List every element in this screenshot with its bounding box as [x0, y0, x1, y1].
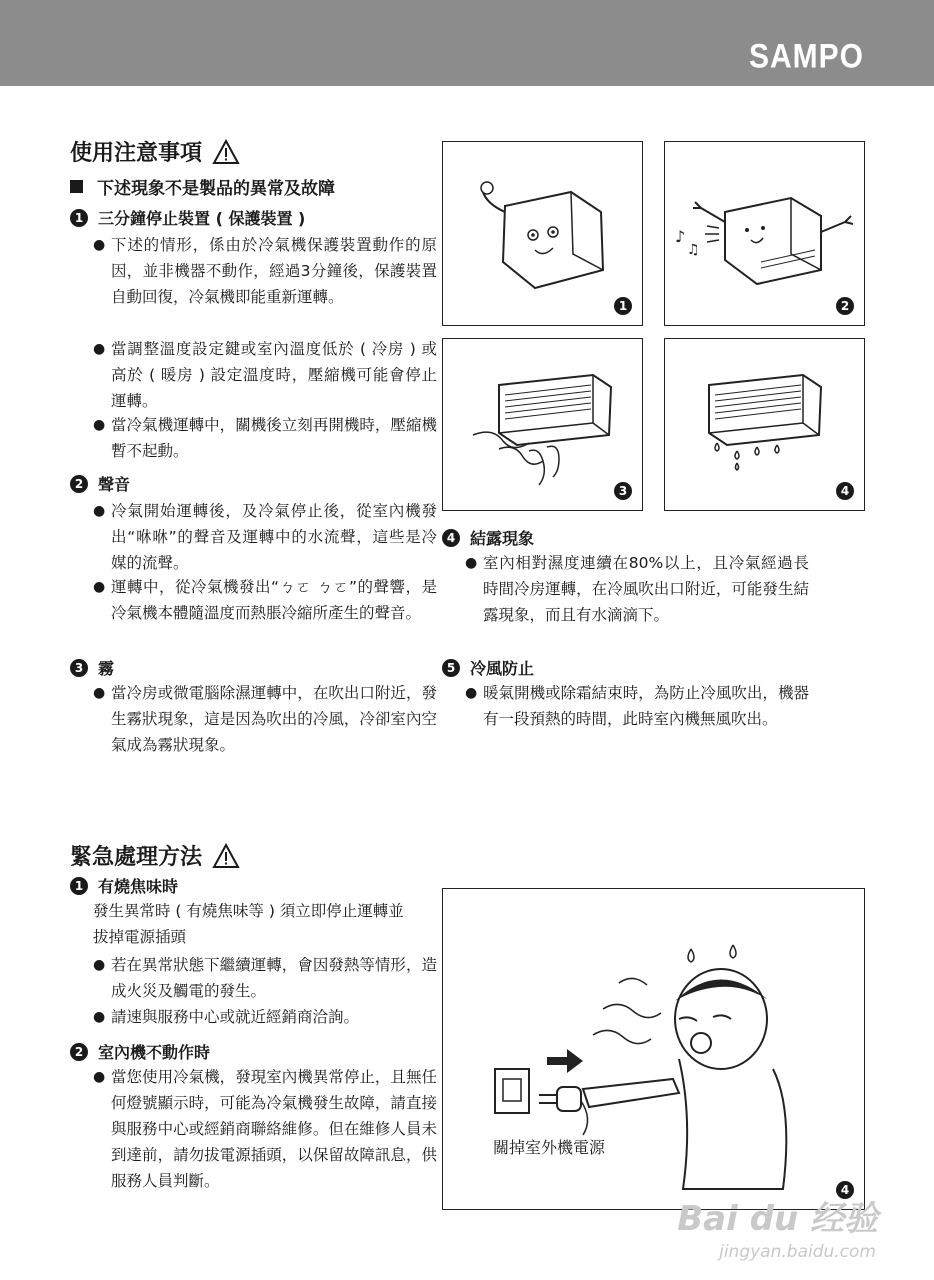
number-badge-icon: 2 — [836, 297, 854, 315]
item-5-bullet-1: ● 暖氣開機或除霜結束時，為防止冷風吹出，機器有一段預熱的時間，此時室內機無風吹出。 — [465, 680, 809, 732]
warning-triangle-icon — [212, 843, 240, 869]
illustration-panel-3 — [442, 338, 643, 511]
header-bar — [0, 0, 934, 86]
condensation-aircon-illustration — [665, 339, 864, 510]
happy-aircon-illustration — [443, 142, 642, 325]
watermark-url: jingyan.baidu.com — [719, 1242, 876, 1262]
number-badge-icon: 3 — [70, 659, 88, 677]
item-1-bullet-3: ● 當冷氣機運轉中，關機後立刻再開機時，壓縮機暫不起動。 — [93, 412, 437, 464]
emergency-item-1-intro: 發生異常時 ( 有燒焦味等 ) 須立即停止運轉並拔掉電源插頭 — [93, 902, 404, 946]
square-bullet-icon — [70, 180, 83, 193]
item-2-title: 2 聲音 — [70, 472, 130, 495]
emergency-item-1-bullet-2: ● 請速與服務中心或就近經銷商洽詢。 — [93, 1004, 437, 1030]
illustration-panel-1 — [442, 141, 643, 326]
number-badge-icon: 2 — [70, 475, 88, 493]
item-4-bullet-1: ● 室內相對濕度連續在80%以上，且冷氣經過長時間冷房運轉，在冷風吹出口附近，可能發生結露現象，而且有水滴滴下。 — [465, 550, 809, 628]
illustration-panel-4 — [664, 338, 865, 511]
item-1-bullet-2: ● 當調整溫度設定鍵或室內溫度低於 ( 冷房 ) 或高於 ( 暖房 ) 設定溫度時，壓縮機可能會停止運轉。 — [93, 336, 437, 414]
number-badge-icon: 1 — [614, 297, 632, 315]
item-1-title: 1 三分鐘停止裝置 ( 保護裝置 ) — [70, 206, 305, 229]
item-5-title: 5 冷風防止 — [442, 656, 534, 679]
svg-text:♪: ♪ — [675, 227, 686, 246]
item-3-title: 3 霧 — [70, 656, 114, 679]
number-badge-icon: 1 — [70, 877, 88, 895]
item-4-title: 4 結露現象 — [442, 526, 534, 549]
mist-aircon-illustration — [443, 339, 642, 510]
watermark-logo: Bai du 经验 — [677, 1199, 878, 1239]
person-unplugging-illustration — [443, 889, 864, 1209]
emergency-illustration-panel — [442, 888, 865, 1210]
item-2-bullet-1: ● 冷氣開始運轉後，及冷氣停止後，從室內機發出“咻咻”的聲音及運轉中的水流聲，這些是冷媒的流聲。 — [93, 498, 437, 576]
emergency-item-1-bullet-1: ● 若在異常狀態下繼續運轉，會因發熱等情形，造成火災及觸電的發生。 — [93, 952, 437, 1004]
illustration-panel-2 — [664, 141, 865, 326]
section2-title: 緊急處理方法 — [70, 840, 240, 871]
number-badge-icon: 4 — [836, 482, 854, 500]
svg-text:♫: ♫ — [687, 242, 700, 258]
emergency-item-2-title: 2 室內機不動作時 — [70, 1040, 210, 1063]
page-number-badge: 4 — [836, 1181, 854, 1199]
number-badge-icon: 5 — [442, 659, 460, 677]
noisy-aircon-illustration — [665, 142, 864, 325]
warning-triangle-icon — [212, 139, 240, 165]
illustration-caption: 關掉室外機電源 — [493, 1138, 606, 1157]
number-badge-icon: 2 — [70, 1043, 88, 1061]
item-2-bullet-2: ● 運轉中，從冷氣機發出“ㄅㄛ ㄅㄛ”的聲響，是冷氣機本體隨溫度而熱脹冷縮所產生的聲音。 — [93, 574, 437, 626]
section1-title: 使用注意事項 — [70, 136, 240, 167]
emergency-item-2-bullet-1: ● 當您使用冷氣機，發現室內機異常停止，且無任何燈號顯示時，可能為冷氣機發生故障，請直接與服務中心或經銷商聯絡維修。但在維修人員未到達前，請勿拔電源插頭，以保留故障訊息，供服務人員判斷。 — [93, 1064, 437, 1194]
item-3-bullet-1: ● 當冷房或微電腦除濕運轉中，在吹出口附近，發生霧狀現象，這是因為吹出的冷風，冷卻室內空氣成為霧狀現象。 — [93, 680, 437, 758]
emergency-item-1-title: 1 有燒焦味時 — [70, 874, 178, 897]
number-badge-icon: 4 — [442, 529, 460, 547]
brand-logo: SAMPO — [748, 37, 864, 76]
number-badge-icon: 3 — [614, 482, 632, 500]
section1-subtitle: 下述現象不是製品的異常及故障 — [70, 174, 335, 199]
number-badge-icon: 1 — [70, 209, 88, 227]
item-1-bullet-1: ● 下述的情形，係由於冷氣機保護裝置動作的原因，並非機器不動作，經過3分鐘後，保護裝置自動回復，冷氣機即能重新運轉。 — [93, 232, 437, 310]
